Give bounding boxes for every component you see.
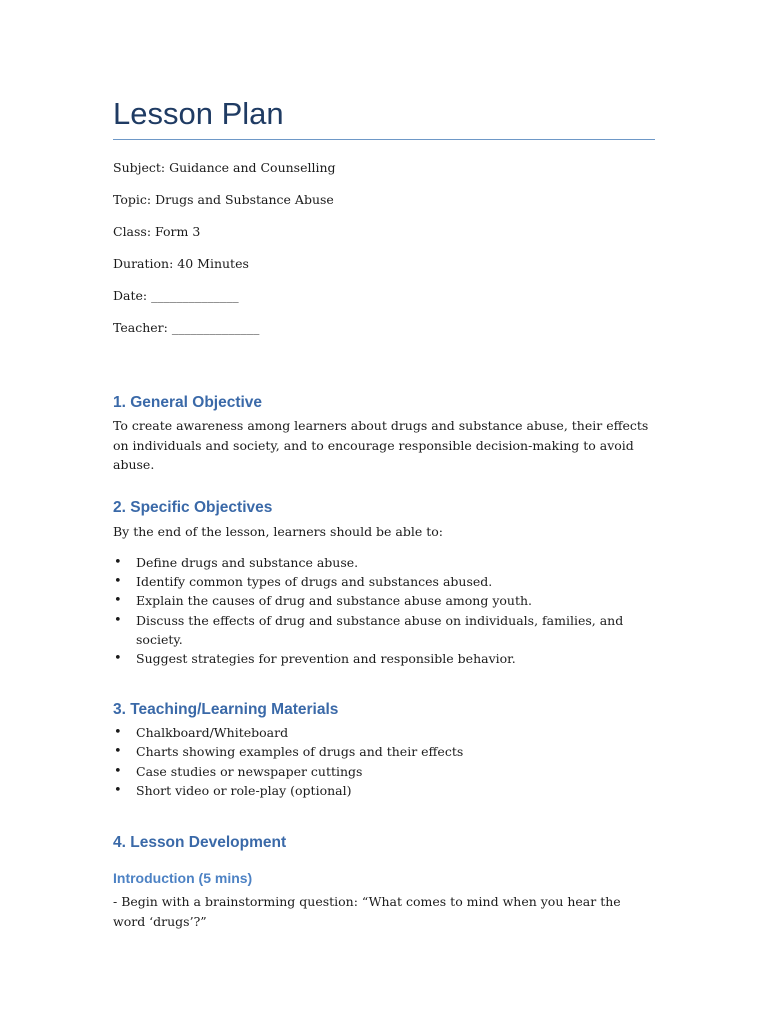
bullet-icon: • — [114, 763, 122, 779]
lesson-meta — [113, 160, 655, 336]
bullet-icon: • — [114, 651, 122, 667]
list-item: • Charts showing examples of drugs and their effects — [113, 742, 655, 761]
meta-class: Class: Form 3 — [113, 224, 201, 239]
list-item: • Identify common types of drugs and substances abused. — [113, 572, 655, 591]
bullet-icon: • — [114, 782, 122, 798]
list-item: • Discuss the effects of drug and substance abuse on individuals, families, and society. — [114, 612, 624, 647]
meta-date: Date: ______________ — [113, 288, 239, 303]
materials-list — [113, 723, 655, 800]
bullet-icon: • — [114, 555, 122, 570]
heading-specific-objectives: 2. Specific Objectives — [113, 498, 273, 516]
heading-materials: 3. Teaching/Learning Materials — [113, 701, 339, 719]
title-underline — [113, 139, 655, 140]
list-item: • Case studies or newspaper cuttings — [113, 762, 655, 781]
meta-duration: Duration: 40 Minutes — [113, 256, 249, 271]
specific-objectives-intro: By the end of the lesson, learners should be able to: — [113, 523, 444, 539]
specific-objectives-list — [113, 553, 655, 668]
list-item: • Chalkboard/Whiteboard — [113, 723, 655, 742]
list-item: • Explain the causes of drug and substance abuse among youth. — [113, 591, 655, 610]
heading-lesson-development: 4. Lesson Development — [113, 834, 287, 852]
introduction-text: - Begin with a brainstorming question: “What comes to mind when you hear the word ‘drugs’?” — [113, 894, 621, 929]
meta-topic: Topic: Drugs and Substance Abuse — [113, 192, 334, 207]
list-item: • Define drugs and substance abuse. — [113, 553, 655, 572]
heading-general-objective: 1. General Objective — [113, 394, 263, 411]
document-page — [113, 92, 655, 931]
bullet-icon: • — [114, 593, 122, 609]
bullet-icon: • — [114, 744, 122, 760]
list-item: • Suggest strategies for prevention and responsible behavior. — [113, 649, 655, 668]
bullet-icon: • — [114, 725, 122, 741]
bullet-icon: • — [114, 574, 122, 590]
heading-introduction: Introduction (5 mins) — [113, 870, 253, 887]
meta-teacher: Teacher: ______________ — [113, 320, 260, 335]
meta-subject: Subject: Guidance and Counselling — [113, 160, 336, 175]
general-objective-text: To create awareness among learners about drugs and substance abuse, their effects on individuals and society, and to encourage responsible decision-making to avoid abuse. — [113, 418, 649, 472]
bullet-icon: • — [114, 612, 122, 628]
list-item: • Short video or role-play (optional) — [113, 781, 655, 800]
document-title: Lesson Plan — [113, 96, 284, 131]
